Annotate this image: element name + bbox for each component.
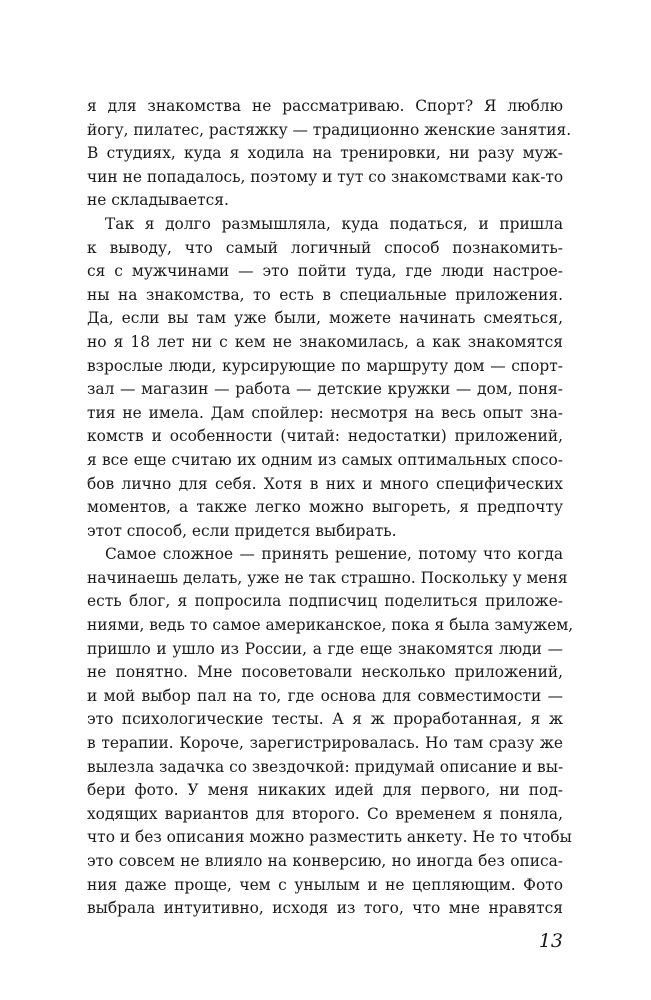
text-line: Самое сложное — принять решение, потому что когда: [105, 545, 563, 564]
text-line: это совсем не влияло на конверсию, но иногда без описа-: [87, 852, 563, 870]
text-line: В студиях, куда я ходила на тренировки, ни разу муж-: [87, 144, 563, 163]
text-line: я все еще считаю их одним из самых оптимальных спосо-: [87, 450, 563, 469]
text-line: моментов, а также легко можно выгореть, я предпочту: [87, 498, 563, 517]
text-line: чин не попадалось, поэтому и тут со знакомствами как-то: [87, 167, 564, 186]
text-line: к выводу, что самый логичный способ познакомить-: [87, 238, 563, 257]
text-line: комств и особенности (читай: недостатки) приложений,: [87, 427, 563, 446]
page-number: 13: [538, 930, 563, 952]
text-line: Так я долго размышляла, куда податься, и пришла: [105, 214, 563, 233]
text-line: пришло и ушло из России, а где еще знакомятся люди —: [87, 639, 563, 658]
text-line: вылезла задачка со звездочкой: придумай описание и вы-: [87, 757, 564, 776]
text-line: я для знакомства не рассматриваю. Спорт? Я люблю: [87, 97, 563, 115]
text-line: выбрала интуитивно, исходя из того, что мне нравятся: [87, 899, 563, 918]
text-line: и мой выбор пал на то, где основа для совместимости —: [87, 686, 563, 705]
text-line: бери фото. У меня никаких идей для первого, ни под-: [87, 781, 563, 800]
text-line: ния даже проще, чем с унылым и не цепляющим. Фото: [87, 875, 563, 894]
text-line: это психологические тесты. А я ж проработанная, я ж: [87, 710, 563, 729]
text-line: йогу, пилатес, растяжку — традиционно женские занятия.: [87, 120, 572, 139]
text-line: начинаешь делать, уже не так страшно. Поскольку у меня: [87, 568, 568, 587]
text-line: не понятно. Мне посоветовали несколько приложений,: [87, 663, 563, 682]
page-text: [87, 95, 574, 921]
text-line: тия не имела. Дам спойлер: несмотря на весь опыт зна-: [87, 403, 563, 422]
text-line: этот способ, если придется выбирать.: [87, 521, 397, 540]
text-line: в терапии. Короче, зарегистрировалась. Но там сразу же: [87, 734, 563, 753]
text-line: взрослые люди, курсирующие по маршруту дом — спорт-: [87, 356, 563, 375]
text-line: бов лично для себя. Хотя в них и много специфических: [87, 474, 563, 493]
text-line: есть блог, я попросила подписчиц поделиться приложе-: [87, 592, 563, 611]
text-line: зал — магазин — работа — детские кружки — дом, поня-: [87, 380, 563, 399]
text-line: не складывается.: [87, 191, 229, 210]
text-line: что и без описания можно разместить анкету. Не то чтобы: [87, 828, 572, 847]
text-line: Да, если вы там уже были, можете начинать смеяться,: [87, 309, 563, 328]
text-line: но я 18 лет ни с кем не знакомилась, а как знакомятся: [87, 332, 563, 351]
text-line: ся с мужчинами — это пойти туда, где люди настрое-: [87, 262, 563, 281]
text-line: ны на знакомства, то есть в специальные приложения.: [87, 285, 563, 304]
text-line: ходящих вариантов для второго. Со временем я поняла,: [87, 804, 563, 823]
text-line: ниями, ведь то самое американское, пока я была замужем,: [87, 616, 574, 635]
